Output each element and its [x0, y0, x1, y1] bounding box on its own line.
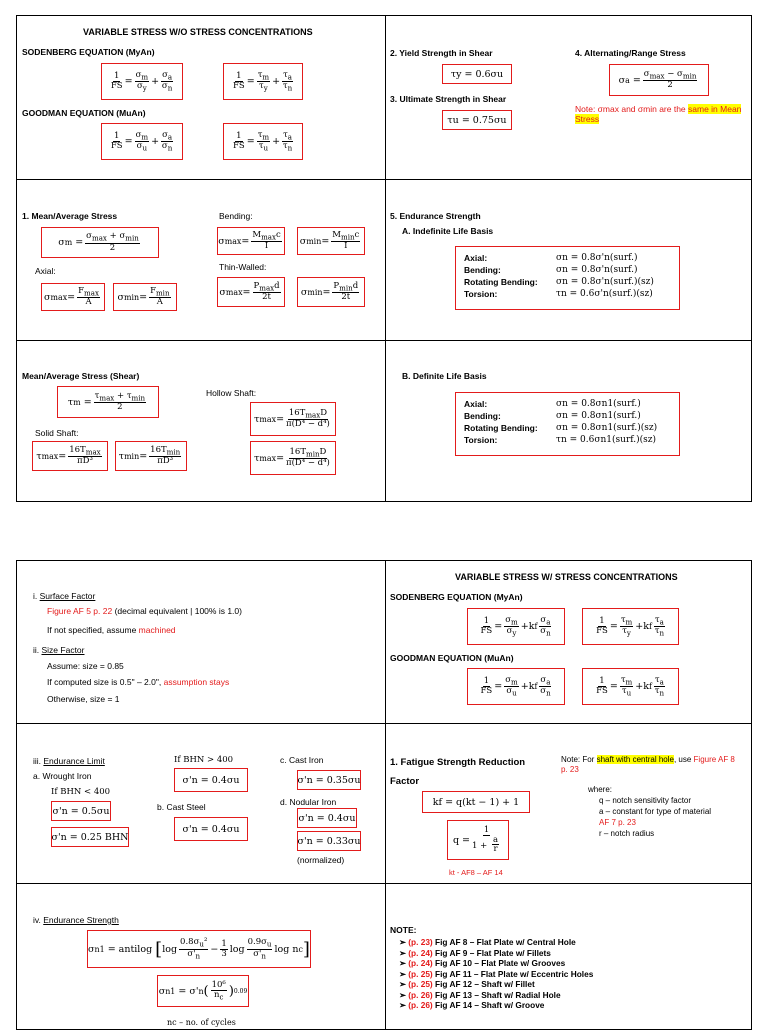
formula-sheet-bottom	[16, 560, 752, 1030]
life-basis-label: Axial:	[464, 399, 488, 409]
figure-page-ref: (p. 24)	[408, 947, 433, 958]
formula-sheet-top	[16, 15, 752, 502]
equation-shear-mean: τ m = $\frac{\tau_{max} + \tau_{min}}{2}$	[57, 386, 159, 418]
equation-sigma-n1: σ n1 = antilog [ log $\frac{0.8\sigma_u^2}{\sigma'_n}$ − $\frac{1}{3}$ log $\frac{0.9\sigma_u}{\sigma'_n}$ log n c ]	[87, 930, 311, 968]
equation-nodular-2: σ'n = 0.33σu	[297, 831, 361, 851]
figure-reference-item	[399, 958, 565, 968]
equation-thin-max: σ max = $\frac{P_{max}d}{2t}$	[217, 277, 285, 307]
wrought-iron-label: a. Wrought Iron	[33, 771, 92, 781]
arrow-bullet-icon: ➢	[399, 989, 409, 1000]
life-basis-label: Rotating Bending:	[464, 423, 538, 433]
arrow-bullet-icon: ➢	[399, 979, 409, 989]
life-basis-equation: σn = 0.8σn1(surf.)	[556, 399, 641, 409]
soderberg-title: SODENBERG EQUATION (MyAn)	[22, 47, 155, 57]
surface-factor-ref: Figure AF 5 p. 22 (decimal equivalent | 100% is 1.0)	[47, 606, 242, 616]
figure-description: Fig AF 11 – Flat Plate w/ Eccentric Holes	[432, 968, 594, 979]
definite-life-box	[455, 392, 680, 456]
fatigue-title-2: Factor	[390, 776, 420, 787]
equation-hollow-min: τ max = $\frac{16T_{min}D}{\text{π(D⁴ − d⁴)}}$	[250, 441, 336, 475]
size-factor-heading: ii. Size Factor	[33, 645, 85, 655]
equation-goodman-kf-normal: $\frac{1}{FS}$ = $\frac{\sigma_m}{\sigma_u}$ +k f $\frac{\sigma_a}{\sigma_n}$	[467, 668, 565, 705]
equation-bhn-high: σ'n = 0.4σu	[174, 768, 248, 792]
life-basis-label: Bending:	[464, 265, 501, 275]
where-q: q – notch sensitivity factor	[599, 796, 692, 805]
endurance-strength-heading: iv. Endurance Strength	[33, 915, 119, 925]
shear-mean-title: Mean/Average Stress (Shear)	[22, 371, 140, 381]
equation-bending-max: σ max = $\frac{M_{max}c}{I}$	[217, 227, 285, 255]
life-basis-equation: σn = 0.8σn1(surf.)	[556, 411, 641, 421]
cast-steel-label: b. Cast Steel	[157, 802, 206, 812]
figure-page-ref: (p. 26)	[408, 1000, 433, 1010]
ultimate-shear-title: 3. Ultimate Strength in Shear	[390, 94, 507, 104]
shaft-hole-note: Note: For shaft with central hole, use Figure AF 8 p. 23	[561, 755, 735, 774]
thin-walled-label: Thin-Walled:	[219, 262, 267, 272]
arrow-bullet-icon: ➢	[399, 958, 409, 968]
endurance-strength-title: 5. Endurance Strength	[390, 211, 481, 221]
figure-reference-item	[399, 969, 593, 979]
life-basis-label: Torsion:	[464, 435, 498, 445]
kf-reference: kt - AF8 – AF 14	[449, 868, 503, 877]
note-title: NOTE:	[390, 925, 417, 935]
equation-hollow-max: τ max = $\frac{16T_{max}D}{\text{π(D⁴ − d⁴)}}$	[250, 402, 336, 436]
life-basis-label: Rotating Bending:	[464, 277, 538, 287]
equation-ultimate-shear: τu = 0.75σu	[442, 110, 512, 130]
where-r: r – notch radius	[599, 829, 655, 838]
row-divider	[17, 883, 751, 884]
equation-soderberg-shear: $\frac{1}{FS}$ = $\frac{\tau_m}{\tau_y}$ + $\frac{\tau_a}{\tau_n}$	[223, 63, 303, 100]
equation-yield-shear: τy = 0.6σu	[442, 64, 512, 84]
figure-reference-item	[399, 979, 535, 989]
row-divider	[17, 179, 751, 180]
equation-kf: kf = q(kt − 1) + 1	[422, 791, 530, 813]
equation-soderberg-normal: $\frac{1}{FS}$ = $\frac{\sigma_m}{\sigma_y}$ + $\frac{\sigma_a}{\sigma_n}$	[101, 63, 183, 100]
figure-reference-item	[399, 937, 576, 947]
where-a: a – constant for type of material	[599, 807, 712, 816]
equation-bending-min: σ min = $\frac{M_{min}c}{I}$	[297, 227, 365, 255]
bhn-condition-low: If BHN < 400	[51, 787, 111, 797]
life-basis-equation: σn = 0.8σn1(surf.)(sz)	[556, 423, 658, 433]
life-basis-equation: τn = 0.6σ'n(surf.)(sz)	[556, 289, 653, 299]
arrow-bullet-icon: ➢	[399, 937, 409, 947]
size-otherwise: Otherwise, size = 1	[47, 694, 120, 704]
arrow-bullet-icon: ➢	[399, 947, 409, 958]
same-stress-note: Note: σmax and σmin are the same in Mean Stress	[575, 104, 742, 125]
bending-label: Bending:	[219, 211, 253, 221]
life-basis-equation: σn = 0.8σ'n(surf.)	[556, 265, 638, 275]
figure-description: Fig AF 13 – Shaft w/ Radial Hole	[432, 989, 561, 1000]
surface-factor-default: If not specified, assume machined	[47, 625, 176, 635]
arrow-bullet-icon: ➢	[399, 968, 409, 979]
equation-cast-steel: σ'n = 0.4σu	[174, 817, 248, 841]
equation-nodular-1: σ'n = 0.4σu	[297, 808, 357, 828]
section-title: VARIABLE STRESS W/O STRESS CONCENTRATIONS	[83, 27, 313, 37]
row-divider	[17, 340, 751, 341]
figure-description: Fig AF 8 – Flat Plate w/ Central Hole	[432, 937, 576, 947]
fatigue-title-1: 1. Fatigue Strength Reduction	[390, 757, 526, 768]
section-title: VARIABLE STRESS W/ STRESS CONCENTRATIONS	[455, 572, 678, 582]
soderberg-title: SODENBERG EQUATION (MyAn)	[390, 592, 523, 602]
equation-goodman-kf-shear: $\frac{1}{FS}$ = $\frac{\tau_m}{\tau_u}$ +k f $\frac{\tau_a}{\tau_n}$	[582, 668, 679, 705]
column-divider	[385, 561, 386, 1029]
surface-factor-heading: i. Surface Factor	[33, 591, 96, 601]
goodman-title: GOODMAN EQUATION (MuAn)	[22, 108, 146, 118]
life-basis-label: Torsion:	[464, 289, 498, 299]
where-a-ref: AF 7 p. 23	[599, 818, 636, 827]
life-basis-equation: τn = 0.6σn1(surf.)(sz)	[556, 435, 657, 445]
yield-shear-title: 2. Yield Strength in Shear	[390, 48, 493, 58]
hollow-shaft-label: Hollow Shaft:	[206, 388, 257, 398]
arrow-bullet-icon: ➢	[399, 1000, 409, 1010]
equation-axial-max: σ max = $\frac{F_{max}}{A}$	[41, 283, 105, 311]
equation-thin-min: σ min = $\frac{P_{min}d}{2t}$	[297, 277, 365, 307]
size-assume: Assume: size = 0.85	[47, 661, 124, 671]
equation-goodman-normal: $\frac{1}{FS}$ = $\frac{\sigma_m}{\sigma_u}$ + $\frac{\sigma_a}{\sigma_n}$	[101, 123, 183, 160]
figure-page-ref: (p. 24)	[408, 958, 433, 968]
figure-description: Fig AF 10 – Flat Plate w/ Grooves	[432, 958, 566, 968]
figure-page-ref: (p. 25)	[408, 979, 433, 989]
equation-wrought-1: σ'n = 0.5σu	[51, 801, 111, 821]
figure-page-ref: (p. 25)	[408, 968, 433, 979]
figure-reference-item	[399, 948, 551, 958]
equation-q: q = 1 1 + $\frac{a}{r}$	[447, 820, 509, 860]
figure-description: Fig AF 12 – Shaft w/ Fillet	[432, 979, 535, 989]
axial-label: Axial:	[35, 266, 56, 276]
figure-reference-item	[399, 1000, 544, 1010]
endurance-limit-heading: iii. Endurance Limit	[33, 756, 105, 766]
alternating-stress-title: 4. Alternating/Range Stress	[575, 48, 686, 58]
equation-mean-stress: σ m = $\frac{\sigma_{max} + \sigma_{min}}{2}$	[41, 227, 159, 258]
figure-page-ref: (p. 26)	[408, 989, 433, 1000]
mean-stress-title: 1. Mean/Average Stress	[22, 211, 118, 221]
equation-wrought-2: σ'n = 0.25 BHN	[51, 827, 129, 847]
definite-life-title: B. Definite Life Basis	[402, 371, 487, 381]
life-basis-equation: σn = 0.8σ'n(surf.)(sz)	[556, 277, 654, 287]
equation-goodman-shear: $\frac{1}{FS}$ = $\frac{\tau_m}{\tau_u}$ + $\frac{\tau_a}{\tau_n}$	[223, 123, 303, 160]
nodular-iron-label: d. Nodular Iron	[280, 797, 337, 807]
bhn-condition-high: If BHN > 400	[174, 755, 234, 765]
solid-shaft-label: Solid Shaft:	[35, 428, 79, 438]
equation-alternating-stress: σ a = $\frac{\sigma_{max} - \sigma_{min}}{2}$	[609, 64, 709, 96]
normalized-note: (normalized)	[297, 855, 345, 865]
equation-soderberg-kf-shear: $\frac{1}{FS}$ = $\frac{\tau_m}{\tau_y}$ +k f $\frac{\tau_a}{\tau_n}$	[582, 608, 679, 645]
equation-solid-max: τ max = $\frac{16T_{max}}{\text{πD³}}$	[32, 441, 108, 471]
life-basis-equation: σn = 0.8σ'n(surf.)	[556, 253, 638, 263]
column-divider	[385, 16, 386, 501]
indefinite-life-box	[455, 246, 680, 310]
figure-reference-item	[399, 990, 561, 1000]
equation-solid-min: τ min = $\frac{16T_{min}}{\text{πD³}}$	[115, 441, 187, 471]
life-basis-label: Axial:	[464, 253, 488, 263]
equation-sigma-n1-alt: σ n1 = σ' n ( $\frac{\text{10⁶}}{n_c}$ ) 0.09	[157, 975, 249, 1007]
where-label: where:	[588, 785, 613, 794]
life-basis-label: Bending:	[464, 411, 501, 421]
row-divider	[17, 723, 751, 724]
indefinite-life-title: A. Indefinite Life Basis	[402, 226, 494, 236]
cycles-note: nc – no. of cycles	[167, 1018, 236, 1027]
cast-iron-label: c. Cast Iron	[280, 755, 324, 765]
goodman-title: GOODMAN EQUATION (MuAn)	[390, 653, 514, 663]
equation-cast-iron: σ'n = 0.35σu	[297, 770, 361, 790]
equation-axial-min: σ min = $\frac{F_{min}}{A}$	[113, 283, 177, 311]
size-range: If computed size is 0.5" – 2.0", assumption stays	[47, 677, 230, 687]
figure-description: Fig AF 14 – Shaft w/ Groove	[432, 1000, 545, 1010]
equation-soderberg-kf-normal: $\frac{1}{FS}$ = $\frac{\sigma_m}{\sigma_y}$ +k f $\frac{\sigma_a}{\sigma_n}$	[467, 608, 565, 645]
figure-page-ref: (p. 23)	[408, 937, 433, 947]
figure-description: Fig AF 9 – Flat Plate w/ Fillets	[432, 947, 551, 958]
